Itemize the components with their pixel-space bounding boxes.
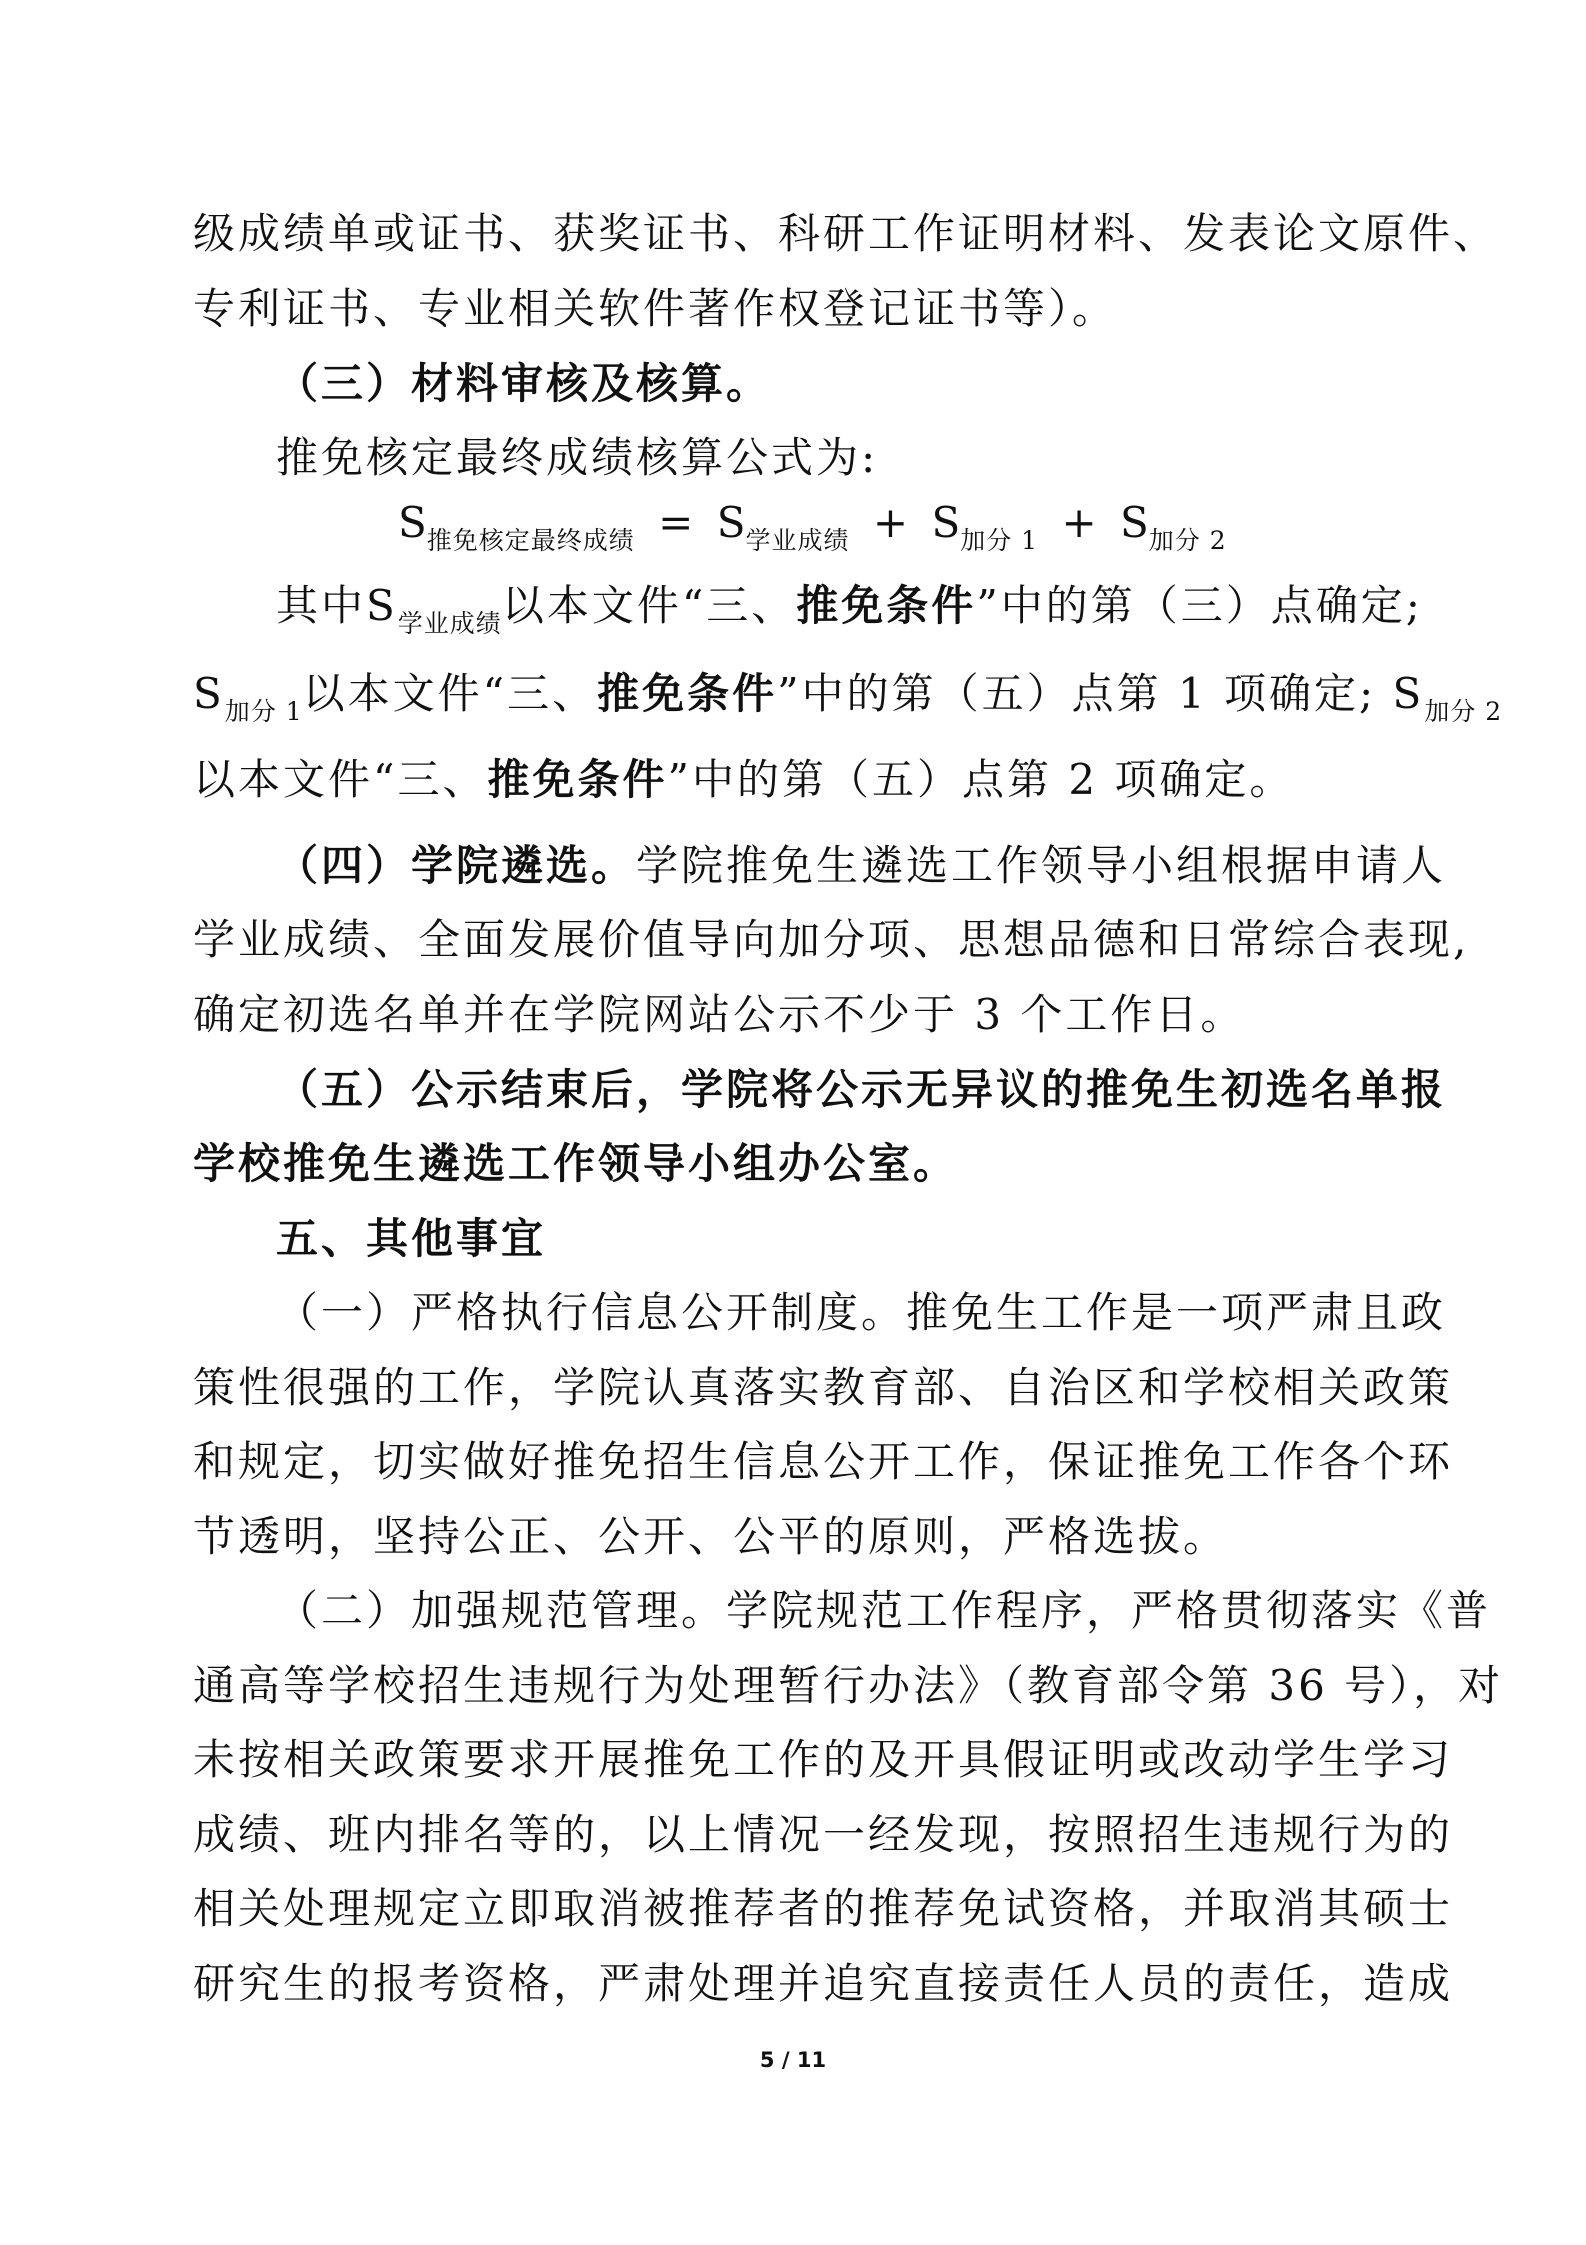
text-line: $S_{加分 1}$以本文件“三、推免条件”中的第（五）点第 1 项确定; $S_{加分 2}$ <box>193 669 1503 726</box>
formula-symbol: S <box>398 498 427 547</box>
subsection-heading: （四）学院遴选。 <box>276 841 637 890</box>
text-line: 节透明，坚持公正、公开、公平的原则，严格选拔。 <box>193 1512 1229 1561</box>
formula-symbol: S <box>1120 498 1149 547</box>
text-line: 确定初选名单并在学院网站公示不少于 3 个工作日。 <box>193 990 1246 1039</box>
formula-symbol: S <box>716 498 746 547</box>
formula-equals: = <box>658 498 694 547</box>
text-line: （五）公示结束后，学院将公示无异议的推免生初选名单报 <box>276 1065 1447 1114</box>
text-line: 通高等学校招生违规行为处理暂行办法》（教育部令第 36 号），对 <box>193 1661 1504 1710</box>
text-line: 未按相关政策要求开展推免工作的及开具假证明或改动学生学习 <box>193 1735 1454 1784</box>
formula-subscript: 推免核定最终成绩 <box>426 526 635 555</box>
text-line: 学业成绩、全面发展价值导向加分项、思想品德和日常综合表现, <box>193 915 1470 964</box>
text-line: （一）严格执行信息公开制度。推免生工作是一项严肃且政 <box>276 1288 1447 1337</box>
text-line: 成绩、班内排名等的，以上情况一经发现，按照招生违规行为的 <box>193 1810 1454 1859</box>
formula-symbol: S <box>931 498 961 547</box>
text-line: （二）加强规范管理。学院规范工作程序，严格贯彻落实《普 <box>276 1586 1492 1635</box>
text-line: 专利证书、专业相关软件著作权登记证书等）。 <box>193 284 1118 333</box>
text-line: 推免核定最终成绩核算公式为: <box>276 433 879 482</box>
text-line: （四）学院遴选。学院推免生遴选工作领导小组根据申请人 <box>276 841 1447 890</box>
text-line: 相关处理规定立即取消被推荐者的推荐免试资格，并取消其硕士 <box>193 1884 1454 1933</box>
text-line: 其中$S_{学业成绩}$以本文件“三、推免条件”中的第（三）点确定; <box>276 581 1423 638</box>
formula-subscript: 学业成绩 <box>745 526 850 555</box>
text-line: 和规定，切实做好推免招生信息公开工作，保证推免工作各个环 <box>193 1437 1454 1486</box>
score-formula <box>398 495 1227 569</box>
text-line: 以本文件“三、推免条件”中的第（五）点第 2 项确定。 <box>193 755 1295 804</box>
formula-subscript: 加分 2 <box>1148 526 1227 555</box>
section-title: 五、其他事宜 <box>276 1214 547 1263</box>
text-line: 学校推免生遴选工作领导小组办公室。 <box>193 1139 959 1188</box>
text-line: 研究生的报考资格，严肃处理并追究直接责任人员的责任，造成 <box>193 1959 1454 2008</box>
formula-subscript: 加分 1 <box>960 526 1039 555</box>
page-number: 5 / 11 <box>759 2048 827 2072</box>
text-line: 级成绩单或证书、获奖证书、科研工作证明材料、发表论文原件、 <box>193 209 1499 258</box>
formula-plus: + <box>872 498 909 547</box>
subsection-heading: （三）材料审核及核算。 <box>276 359 772 408</box>
text-line: 策性很强的工作，学院认真落实教育部、自治区和学校相关政策 <box>193 1363 1454 1412</box>
formula-plus: + <box>1061 498 1097 547</box>
